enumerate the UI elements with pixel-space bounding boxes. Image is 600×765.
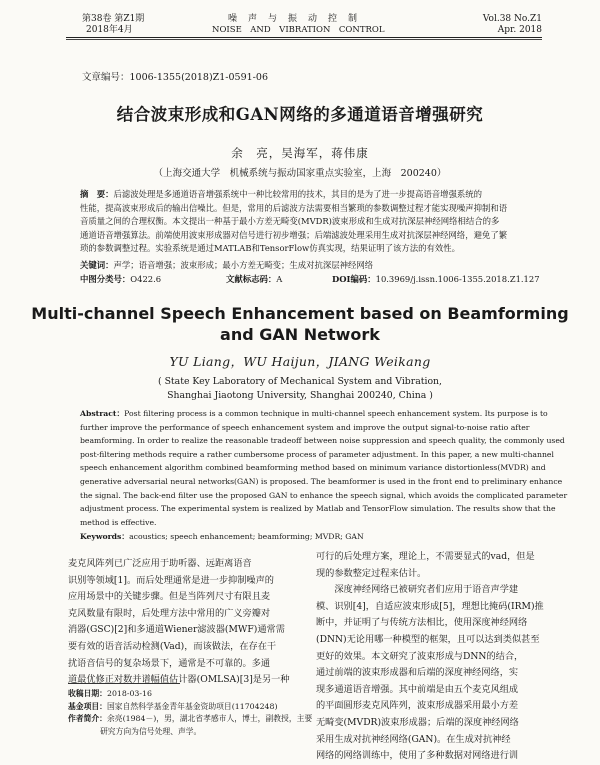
footnote-author-cont: 研究方向为信号处理、声学。 [100, 726, 202, 736]
header-vol-no: Vol.38 No.Z1 [482, 14, 542, 24]
title-en-line-1: Multi-channel Speech Enhancement based on Beamforming [31, 304, 569, 323]
keywords-en-label: Keywords： [80, 532, 130, 541]
body-column-right [316, 549, 544, 765]
title-cn: 结合波束形成和GAN网络的多通道语音增强研究 [116, 105, 484, 124]
authors-en: YU Liang，WU Haijun，JIANG Weikang [169, 354, 431, 369]
body-right-line: 无畸变(MVDR)波束形成器；后端的深度神经网络 [316, 716, 519, 728]
body-left-line: 扰语音信号的复杂场景下，通常是不可靠的。多通 [68, 657, 271, 669]
abstract-en-line-9: method is effective. [80, 517, 157, 527]
footnote [68, 688, 312, 738]
body-right-line: 深度神经网络已被研究者们应用于语音声学建 [316, 584, 519, 596]
body-left-line: 消器(GSC)[2]和多通道Wiener滤波器(MWF)通常需 [68, 624, 285, 636]
body-left-line: 克风数量有限时，后处理方法中常用的广义旁瓣对 [68, 607, 271, 619]
abstract-en-line-3: beamforming. In order to realize the reasonable tradeoff between noise suppression and speech quality, the commonly used [80, 436, 565, 446]
affiliation-en [0, 375, 600, 402]
body-right-line: 采用生成对抗神经网络(GAN)。在生成对抗神经 [316, 733, 511, 745]
affiliation-cn: （上海交通大学 机械系统与振动国家重点实验室，上海 200240） [153, 168, 447, 179]
body-right-line: 现多通道语音增强。其中前端是由五个麦克风组成 [316, 683, 519, 695]
abstract-en-line-1: Abstract：Post filtering process is a common technique in multi-channel speech enhancement system. Its purpose is to [80, 409, 548, 418]
title-en-line-2: and GAN Network [220, 325, 380, 344]
body-column-left [68, 556, 308, 689]
abstract-en-line-2: further improve the performance of speech enhancement system and improve the output signal-to-noise ratio after [80, 422, 530, 432]
doi: DOI编码：10.3969/j.issn.1006-1355.2018.Z1.127 [332, 274, 540, 284]
document-code: 文献标志码：A [226, 274, 283, 284]
authors-cn: 余 亮，吴海军，蒋伟康 [231, 146, 369, 160]
footnote-rule [68, 683, 180, 684]
abstract-cn-line-3: 音质量之间的合理权衡。本文提出一种基于最小方差无畸变(MVDR)波束形成和生成对抗深层神经网络相结合的多 [80, 216, 500, 227]
article-number: 文章编号：1006-1355(2018)Z1-0591-06 [82, 72, 268, 83]
abstract-cn-line-4: 通道语音增强算法。前端使用波束形成器对信号进行初步增强；后端滤波处理采用生成对抗深层神经网络，避免了繁 [80, 229, 508, 240]
abstract-en-line-6: generative adversarial neural networks(GAN) is proposed. The beamformer is used in the front end to preliminary enhance [80, 476, 563, 486]
affiliation-en-line-1: ( State Key Laboratory of Mechanical System and Vibration, [157, 376, 442, 387]
abstract-en-line-4: post-filtering methods require a rather cumbersome process of parameter adjustment. In this paper, a new multi-channel [80, 449, 554, 459]
keywords-en [80, 531, 364, 542]
header-date: 2018年4月 [86, 25, 133, 35]
affiliation-en-line-2: Shanghai Jiaotong University, Shanghai 200240, China ) [167, 389, 433, 401]
body-right-line: 断中，并证明了与传统方法相比，使用深度神经网络 [316, 617, 528, 629]
abstract-en-line-7: the signal. The back-end filter use the proposed GAN to enhance the speech signal, which avoids the complicated parameter [80, 490, 568, 500]
abstract-cn [80, 188, 530, 256]
clc-number: 中图分类号：O422.6 [80, 274, 162, 284]
footnote-fund: 基金项目：国家自然科学基金青年基金资助项目(11704248) [68, 701, 278, 711]
body-right-line: 通过前端的波束形成器和后端的深度神经网络，实 [316, 667, 519, 679]
body-right-line: 模、识别[4]，自适应波束形成[5]，理想比掩码(IRM)推 [316, 600, 544, 612]
body-left-line: 要有效的语音活动检测(Vad)，而该做法，在存在干 [68, 640, 277, 652]
keywords-cn-label: 关键词： [80, 260, 114, 270]
abstract-cn-line-5: 琐的参数调整过程。实验系统是通过MATLAB和TensorFlow仿真实现，结果证明了该方法的有效性。 [80, 243, 460, 254]
header-rule [66, 37, 542, 38]
header-apr-date: Apr. 2018 [497, 25, 542, 35]
abstract-en-line-5: speech enhancement algorithm combined beamforming method based on minimum variance distortionless(MVDR) and [80, 463, 546, 473]
keywords-cn-text: 声学；语音增强；波束形成；最小方差无畸变；生成对抗深层神经网络 [113, 260, 374, 270]
body-right-line: (DNN)无论用哪一种模型的框架，且可以达到类似甚至 [316, 633, 540, 645]
body-right-line: 网络的网络训练中，使用了多种数据对网络进行训 [316, 750, 519, 762]
title-en [0, 303, 600, 345]
abstract-en-line-8: adjustment process. The experimental system is realized by Matlab and TensorFlow simulation. The results show that the [80, 504, 556, 514]
body-left-line: 应用场景中的关键步骤。但是当阵列尺寸有限且麦 [68, 591, 271, 603]
body-right-line: 更好的效果。本文研究了波束形成与DNN的结合， [316, 650, 524, 662]
header-journal-en: NOISE AND VIBRATION CONTROL [212, 25, 385, 35]
abstract-cn-line-1: 摘 要：后滤波处理是多通道语音增强系统中一种比较常用的技术，其目的是为了进一步提高语音增强系统的 [80, 189, 482, 199]
abstract-cn-label: 摘 要： [80, 189, 114, 199]
keywords-en-text: acoustics; speech enhancement; beamforming; MVDR; GAN [129, 532, 364, 541]
header-rule-thin [66, 39, 542, 40]
body-left-line: 识别等领域[1]。而后处理通常是进一步抑制噪声的 [68, 574, 274, 586]
footnote-author: 作者简介：余亮(1984－)，男，湖北省孝感市人，博士，副教授，主要 [68, 714, 313, 723]
header-journal-cn: 噪 声 与 振 动 控 制 [228, 14, 359, 24]
keywords-cn [80, 259, 373, 271]
body-right-line: 现的参数整定过程来估计。 [316, 567, 427, 579]
abstract-cn-line-2: 性能，提高波束形成后的输出信噪比。但是，常用的后滤波方法需要相当繁琐的参数调整过程才能实现噪声抑制和语 [80, 202, 508, 213]
header-volume-issue: 第38卷 第Z1期 [82, 14, 145, 24]
abstract-en-label: Abstract： [80, 409, 125, 418]
body-left-line: 道最优修正对数并谱幅值估计器(OMLSA)[3]是另一种 [68, 674, 290, 686]
abstract-en [80, 407, 568, 529]
body-right-line: 的平面圆形麦克风阵列，波束形成器采用最小方差 [316, 700, 519, 712]
body-left-line: 麦克风阵列已广泛应用于助听器、远距离语音 [68, 558, 252, 569]
body-right-line: 可行的后处理方案，理论上，不需要显式的vad，但是 [316, 551, 535, 562]
footnote-received: 收稿日期：2018-03-16 [68, 689, 152, 698]
